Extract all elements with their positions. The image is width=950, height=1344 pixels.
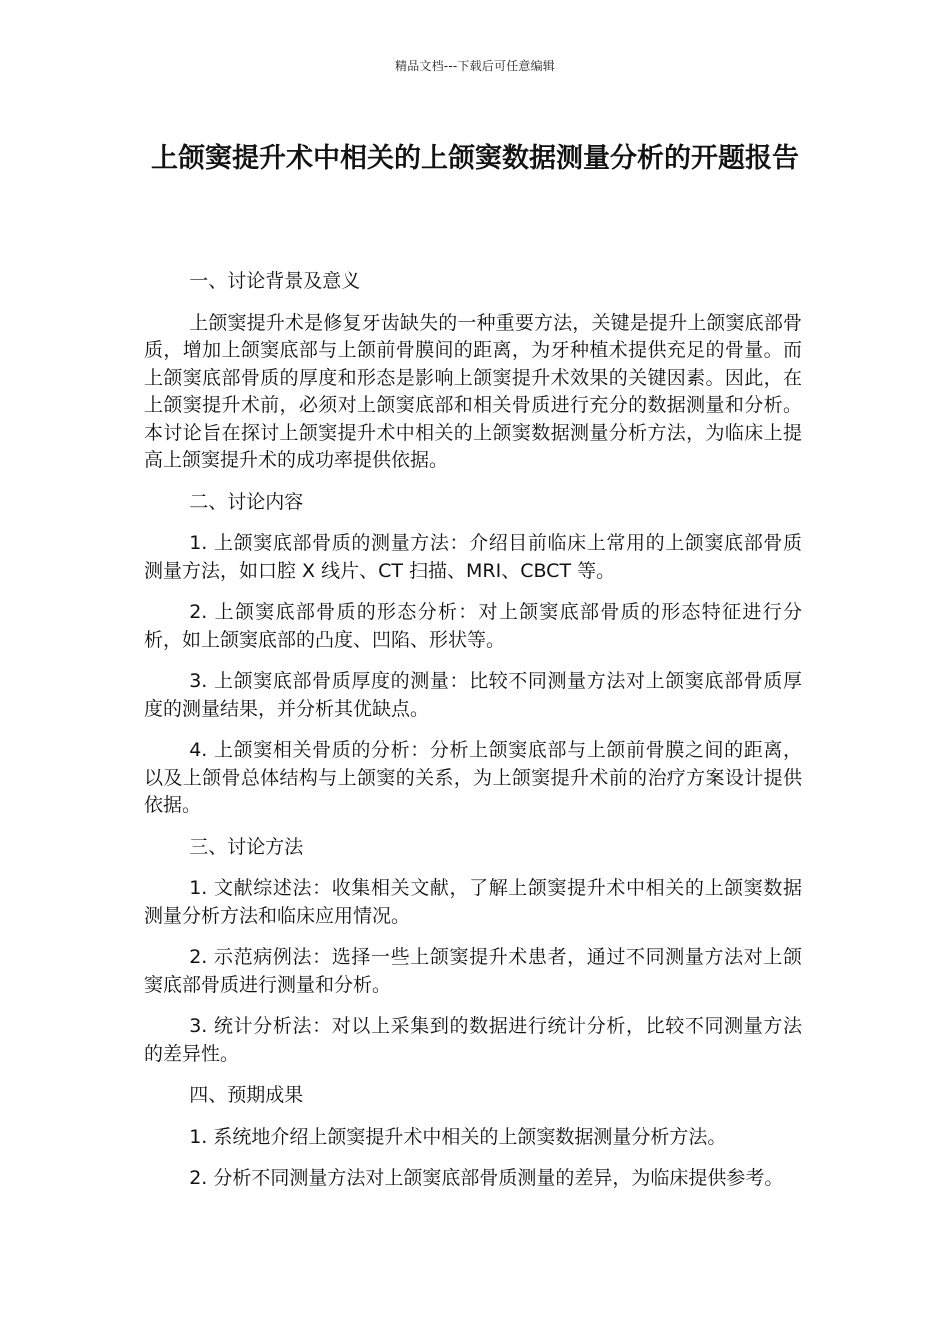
section-heading-methods: 三、讨论方法 bbox=[189, 835, 304, 858]
section-heading-background: 一、讨论背景及意义 bbox=[189, 270, 361, 292]
list-item-methods-2: 2. 示范病例法：选择一些上颌窦提升术患者，通过不同测量方法对上颌窦底部骨质进行测量和分析。 bbox=[144, 946, 802, 996]
section-heading-content: 二、讨论内容 bbox=[189, 490, 304, 513]
list-item-methods-3: 3. 统计分析法：对以上采集到的数据进行统计分析，比较不同测量方法的差异性。 bbox=[144, 1015, 802, 1065]
document-title: 上颌窦提升术中相关的上颌窦数据测量分析的开题报告 bbox=[151, 143, 799, 174]
list-item-content-3: 3. 上颌窦底部骨质厚度的测量：比较不同测量方法对上颌窦底部骨质厚度的测量结果，并分析其优缺点。 bbox=[144, 670, 802, 720]
list-item-content-1: 1. 上颌窦底部骨质的测量方法：介绍目前临床上常用的上颌窦底部骨质测量方法，如口腔 X 线片、CT 扫描、MRI、CBCT 等。 bbox=[144, 532, 802, 582]
list-item-methods-1: 1. 文献综述法：收集相关文献，了解上颌窦提升术中相关的上颌窦数据测量分析方法和临床应用情况。 bbox=[144, 877, 802, 927]
list-item-outcomes-2: 2. 分析不同测量方法对上颌窦底部骨质测量的差异，为临床提供参考。 bbox=[189, 1167, 784, 1189]
page-header-note: 精品文档---下载后可任意编辑 bbox=[395, 59, 555, 73]
section-heading-outcomes: 四、预期成果 bbox=[189, 1084, 304, 1106]
paragraph-background: 上颌窦提升术是修复牙齿缺失的一种重要方法，关键是提升上颌窦底部骨质，增加上颌窦底部与上颌前骨膜间的距离，为牙种植术提供充足的骨量。而上颌窦底部骨质的厚度和形态是影响上颌窦提升术效果的关键因素。因此，在上颌窦提升术前，必须对上颌窦底部和相关骨质进行充分的数据测量和分析。本讨论旨在探讨上颌窦提升术中相关的上颌窦数据测量分析方法，为临床上提高上颌窦提升术的成功率提供依据。 bbox=[144, 311, 802, 471]
list-item-outcomes-1: 1. 系统地介绍上颌窦提升术中相关的上颌窦数据测量分析方法。 bbox=[189, 1125, 727, 1148]
list-item-content-4: 4. 上颌窦相关骨质的分析：分析上颌窦底部与上颌前骨膜之间的距离，以及上颌骨总体结构与上颌窦的关系，为上颌窦提升术前的治疗方案设计提供依据。 bbox=[144, 739, 802, 816]
list-item-content-2: 2. 上颌窦底部骨质的形态分析：对上颌窦底部骨质的形态特征进行分析，如上颌窦底部的凸度、凹陷、形状等。 bbox=[144, 601, 802, 651]
document-body bbox=[144, 268, 802, 1207]
